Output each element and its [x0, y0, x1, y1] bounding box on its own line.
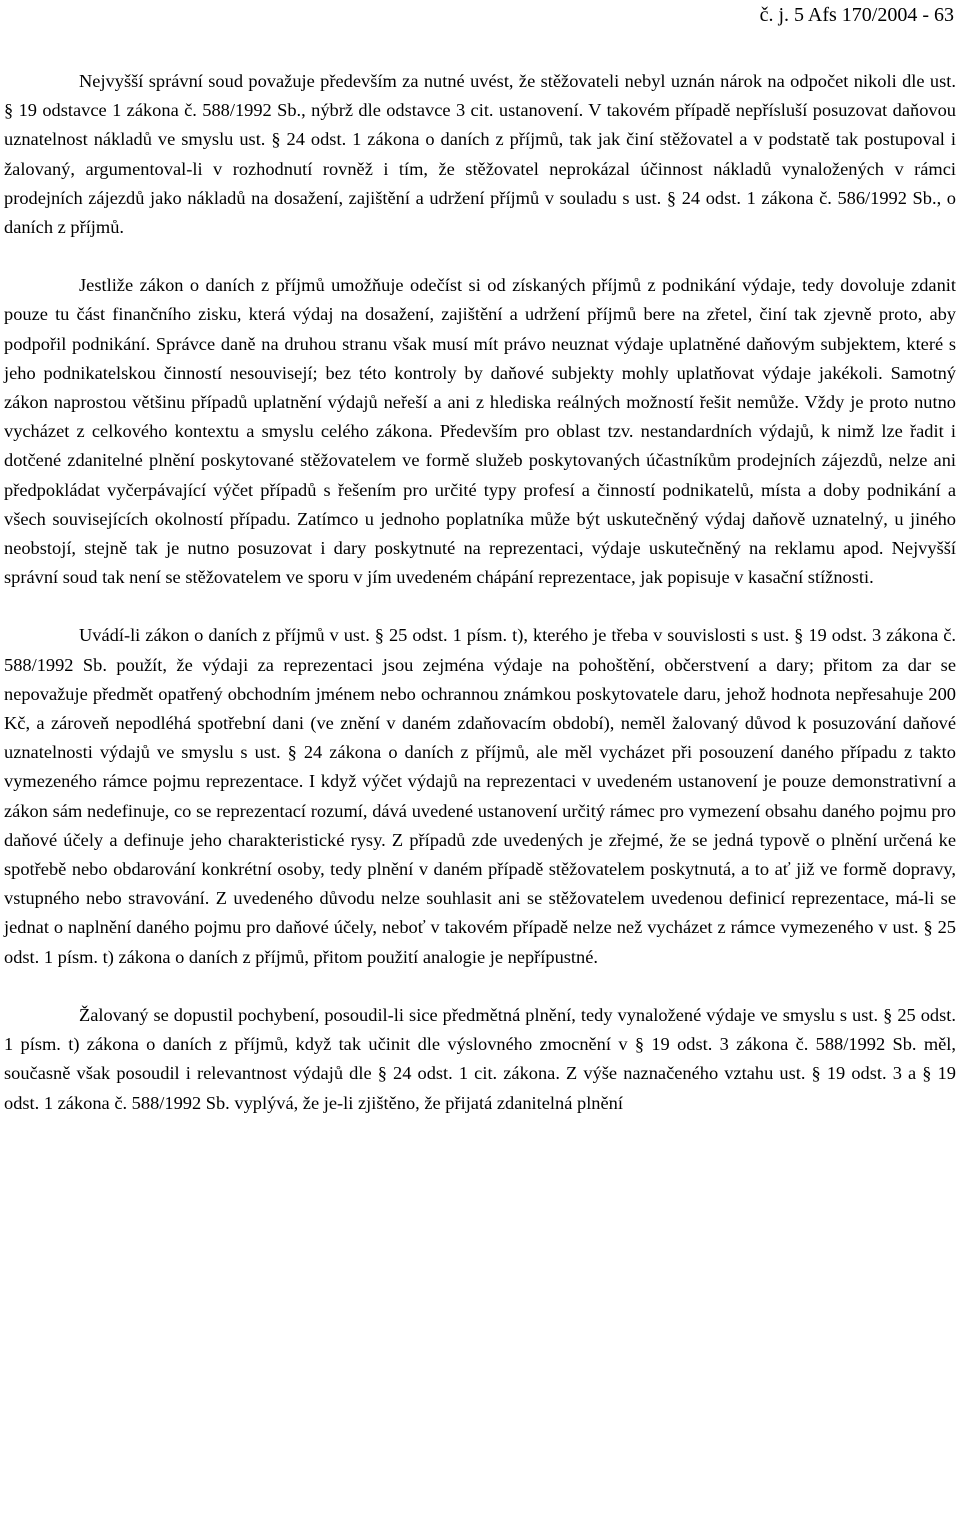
paragraph-1: Nejvyšší správní soud považuje především za nutné uvést, že stěžovateli nebyl uznán nárok na odpočet nikoli dle ust. § 19 odstavce 1 zákona č. 588/1992 Sb., nýbrž dle odstavce 3 cit. ustanovení. V takovém případě nepřísluší posuzovat daňovou uznatelnost nákladů ve smyslu ust. § 24 odst. 1 zákona o daních z příjmů, tak jak činí stěžovatel a v podstatě tak postupoval i žalovaný, argumentoval-li v rozhodnutí rovněž i tím, že stěžovatel neprokázal účinnost nákladů vynaložených v rámci prodejních zájezdů jako nákladů na dosažení, zajištění a udržení příjmů v souladu s ust. § 24 odst. 1 zákona č. 586/1992 Sb., o daních z příjmů.	[4, 71, 956, 238]
paragraph-2: Jestliže zákon o daních z příjmů umožňuje odečíst si od získaných příjmů z podnikání výdaje, tedy dovoluje zdanit pouze tu část finančního zisku, která výdaj na dosažení, zajištění a udržení příjmů bere na zřetel, činí tak zjevně proto, aby podpořil podnikání. Správce daně na druhou stranu však musí mít právo neuznat výdaje uplatněné daňovým subjektem, které s jeho podnikatelskou činností nesouvisejí; bez této kontroly by daňové subjekty mohly uplatňovat výdaje jakékoli. Samotný zákon naprostou většinu případů uplatnění výdajů neřeší a ani z hlediska reálných možností řešit nemůže. Vždy je proto nutno vycházet z celkového kontextu a smyslu celého zákona. Především pro oblast tzv. nestandardních výdajů, k nimž lze řadit i dotčené zdanitelné plnění poskytované stěžovatelem ve formě služeb poskytovaných účastníkům prodejních zájezdů, nelze ani předpokládat vyčerpávající výčet případů s řešením pro určité typy profesí a činností podnikatelů, místa a doby podnikání a všech souvisejících okolností případu. Zatímco u jednoho poplatníka může být uskutečněný výdaj daňově uznatelný, u jiného neobstojí, stejně tak je nutno posuzovat i dary poskytnuté na reprezentaci, výdaje uskutečněný na reklamu apod. Nejvyšší správní soud tak není se stěžovatelem ve sporu v jím uvedeném chápání reprezentace, jak popisuje v kasační stížnosti.	[4, 275, 956, 588]
document-body	[4, 67, 956, 1118]
case-reference: č. j. 5 Afs 170/2004 - 63	[759, 4, 954, 26]
paragraph-4: Žalovaný se dopustil pochybení, posoudil-li sice předmětná plnění, tedy vynaložené výdaje ve smyslu s ust. § 25 odst. 1 písm. t) zákona o daních z příjmů, když tak učinit dle výslovného zmocnění v § 19 odst. 3 zákona č. 588/1992 Sb. měl, současně však posoudil i relevantnost výdajů dle § 24 odst. 1 cit. zákona. Z výše naznačeného vztahu ust. § 19 odst. 3 a § 19 odst. 1 zákona č. 588/1992 Sb. vyplývá, že je-li zjištěno, že přijatá zdanitelná plnění	[4, 1004, 956, 1113]
paragraph-3: Uvádí-li zákon o daních z příjmů v ust. § 25 odst. 1 písm. t), kterého je třeba v souvislosti s ust. § 19 odst. 3 zákona č. 588/1992 Sb. použít, že výdaji za reprezentaci jsou zejména výdaje na pohoštění, občerstvení a dary; přitom za dar se nepovažuje předmět opatřený obchodním jménem nebo ochrannou známkou poskytovatele daru, jehož hodnota nepřesahuje 200 Kč, a zároveň nepodléhá spotřební dani (ve znění v daném zdaňovacím období), neměl žalovaný důvod k posuzování daňové uznatelnosti výdajů ve smyslu s ust. § 24 zákona o daních z příjmů, ale měl vycházet při posouzení daného případu z takto vymezeného rámce pojmu reprezentace. I když výčet výdajů na reprezentaci v uvedeném ustanovení je pouze demonstrativní a zákon sám nedefinuje, co se reprezentací rozumí, dává uvedené ustanovení určitý rámec pro vymezení obsahu daného pojmu pro daňové účely a definuje jeho charakteristické rysy. Z případů zde uvedených je zřejmé, že se jedná typově o plnění určená ke spotřebě nebo obdarování konkrétní osoby, tedy plnění v daném případě stěžovatelem poskytnutá, a to ať již ve formě dopravy, vstupného nebo stravování. Z uvedeného důvodu nelze souhlasit ani se stěžovatelem uvedenou definicí reprezentace, má-li se jednat o naplnění daného pojmu pro daňové účely, neboť v takovém případě nelze než vycházet z rámce vymezeného v ust. § 25 odst. 1 písm. t) zákona o daních z příjmů, přitom použití analogie je nepřípustné.	[4, 625, 956, 967]
